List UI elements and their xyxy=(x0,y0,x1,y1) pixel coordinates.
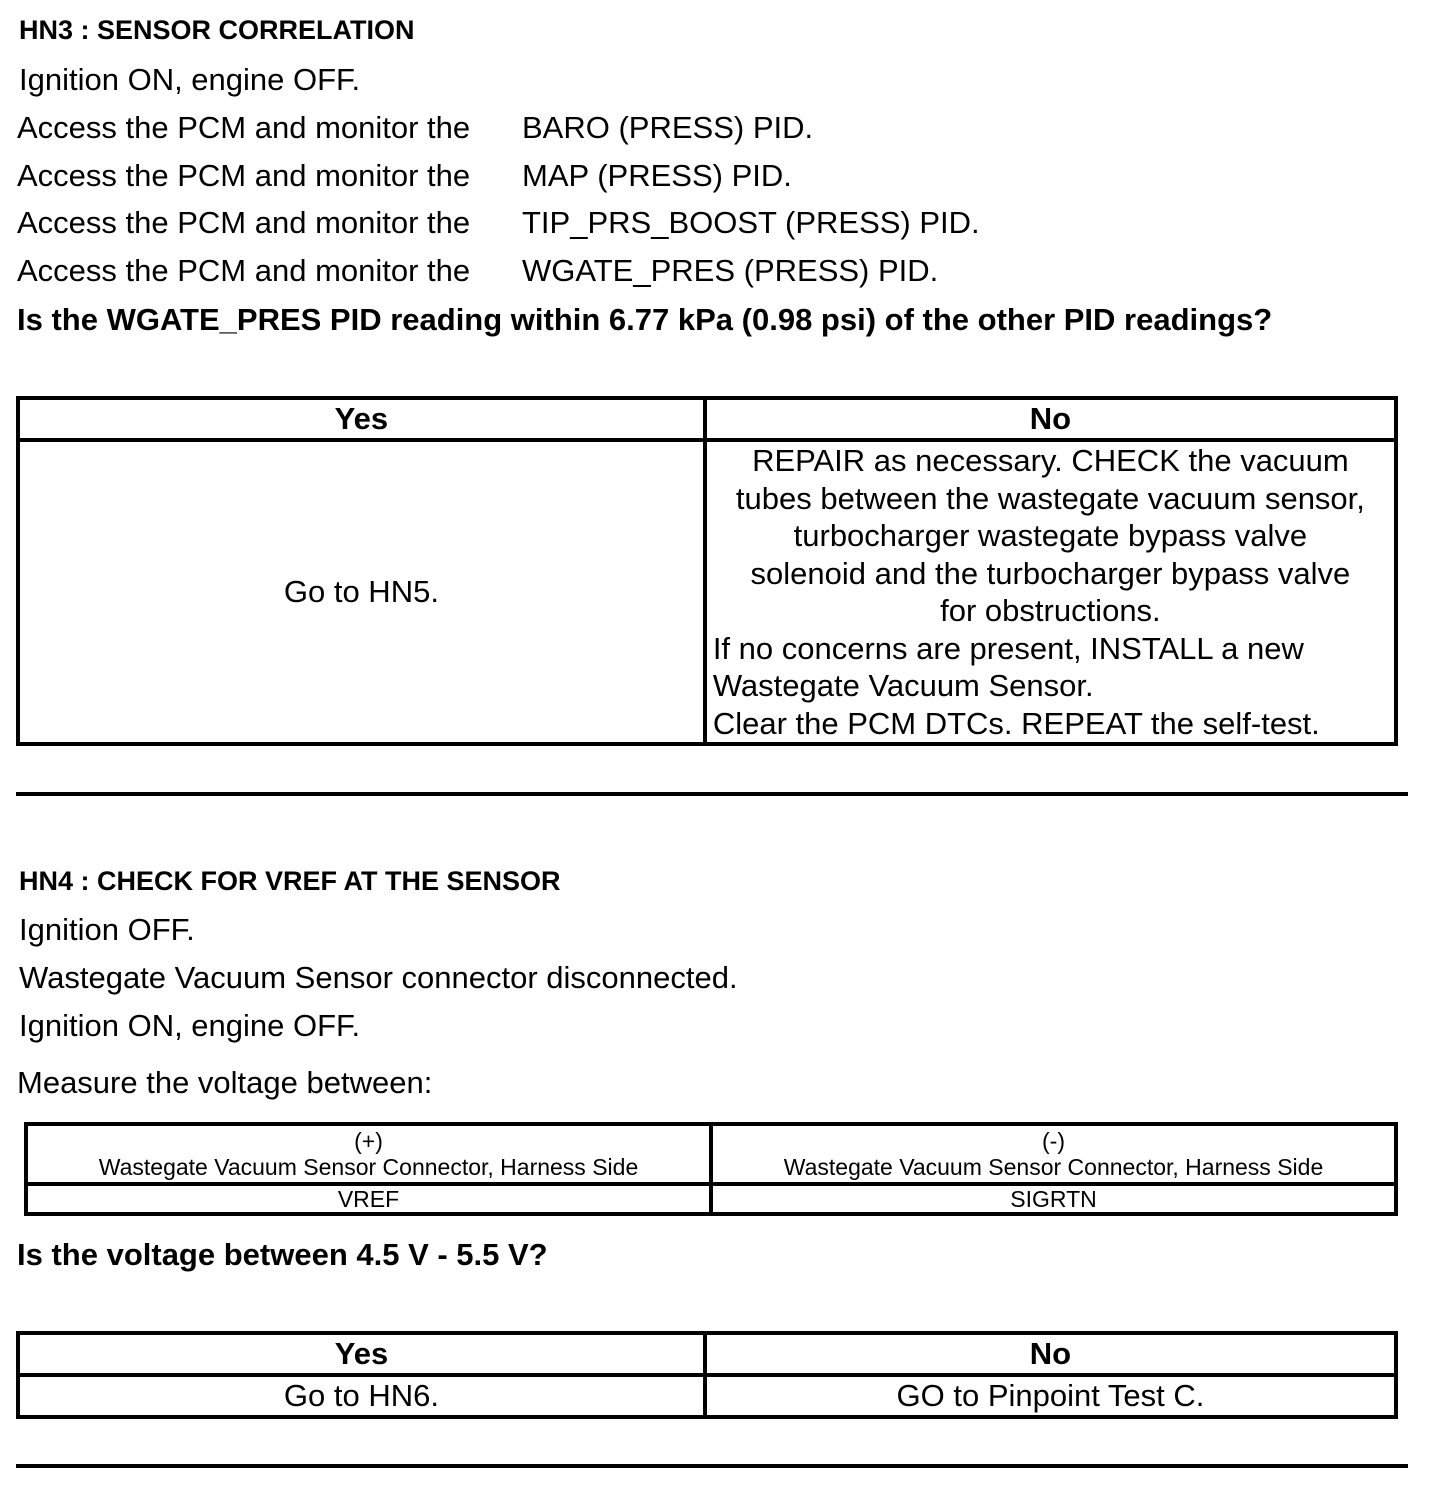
no-header: No xyxy=(705,1333,1396,1375)
hn4-condition: Ignition OFF. xyxy=(19,912,195,947)
section-divider xyxy=(16,1464,1408,1468)
yes-action: Go to HN6. xyxy=(18,1375,705,1417)
no-action: GO to Pinpoint Test C. xyxy=(705,1375,1396,1417)
monitor-prefix: Access the PCM and monitor the xyxy=(17,253,471,288)
no-header: No xyxy=(705,398,1396,440)
monitor-prefix: Access the PCM and monitor the xyxy=(17,110,471,145)
no-action-line: solenoid and the turbocharger bypass valve xyxy=(750,555,1351,591)
yes-action: Go to HN5. xyxy=(18,440,705,744)
no-action-line: REPAIR as necessary. CHECK the vacuum xyxy=(752,443,1349,478)
hn3-condition: Ignition ON, engine OFF. xyxy=(19,62,361,97)
positive-probe-header xyxy=(26,1124,711,1184)
hn3-step-wgate-pres xyxy=(17,253,938,289)
hn4-heading: HN4 : CHECK FOR VREF AT THE SENSOR xyxy=(19,866,561,896)
monitor-prefix: Access the PCM and monitor the xyxy=(17,158,471,193)
no-action-line: If no concerns are present, INSTALL a new xyxy=(712,630,1304,666)
hn3-step-map xyxy=(17,158,792,194)
measurement-table xyxy=(24,1122,1398,1216)
no-action-line: tubes between the wastegate vacuum sensor, xyxy=(735,480,1365,516)
hn3-question: Is the WGATE_PRES PID reading within 6.77 kPa (0.98 psi) of the other PID readings? xyxy=(17,302,1273,337)
no-action-line: for obstructions. xyxy=(940,593,1161,628)
no-action-line: Wastegate Vacuum Sensor. xyxy=(712,668,1094,703)
monitor-prefix: Access the PCM and monitor the xyxy=(17,205,471,240)
negative-probe-header xyxy=(711,1124,1396,1184)
positive-pin: VREF xyxy=(26,1184,711,1214)
no-action xyxy=(705,440,1396,744)
no-action-line: Clear the PCM DTCs. REPEAT the self-test. xyxy=(712,705,1320,741)
pid-name: MAP (PRESS) PID. xyxy=(522,158,792,193)
pid-name: WGATE_PRES (PRESS) PID. xyxy=(522,253,939,288)
hn3-step-baro xyxy=(17,110,813,146)
hn4-question: Is the voltage between 4.5 V - 5.5 V? xyxy=(17,1237,548,1272)
measure-intro: Measure the voltage between: xyxy=(17,1065,433,1100)
no-action-line: turbocharger wastegate bypass valve xyxy=(793,518,1308,553)
yes-header: Yes xyxy=(18,1333,705,1375)
hn4-decision-table xyxy=(16,1331,1398,1419)
pid-name: TIP_PRS_BOOST (PRESS) PID. xyxy=(522,205,980,240)
hn3-step-tip-prs-boost xyxy=(17,205,980,241)
hn3-decision-table xyxy=(16,396,1398,746)
hn4-condition: Ignition ON, engine OFF. xyxy=(19,1008,361,1043)
pid-name: BARO (PRESS) PID. xyxy=(522,110,814,145)
hn4-condition: Wastegate Vacuum Sensor connector disconnected. xyxy=(19,960,738,995)
negative-pin: SIGRTN xyxy=(711,1184,1396,1214)
positive-sign: (+) xyxy=(354,1128,383,1154)
yes-header: Yes xyxy=(18,398,705,440)
positive-location: Wastegate Vacuum Sensor Connector, Harness Side xyxy=(98,1154,639,1180)
section-divider xyxy=(16,792,1408,796)
negative-location: Wastegate Vacuum Sensor Connector, Harness Side xyxy=(783,1154,1324,1180)
hn3-heading: HN3 : SENSOR CORRELATION xyxy=(19,15,415,45)
negative-sign: (-) xyxy=(1042,1128,1065,1154)
